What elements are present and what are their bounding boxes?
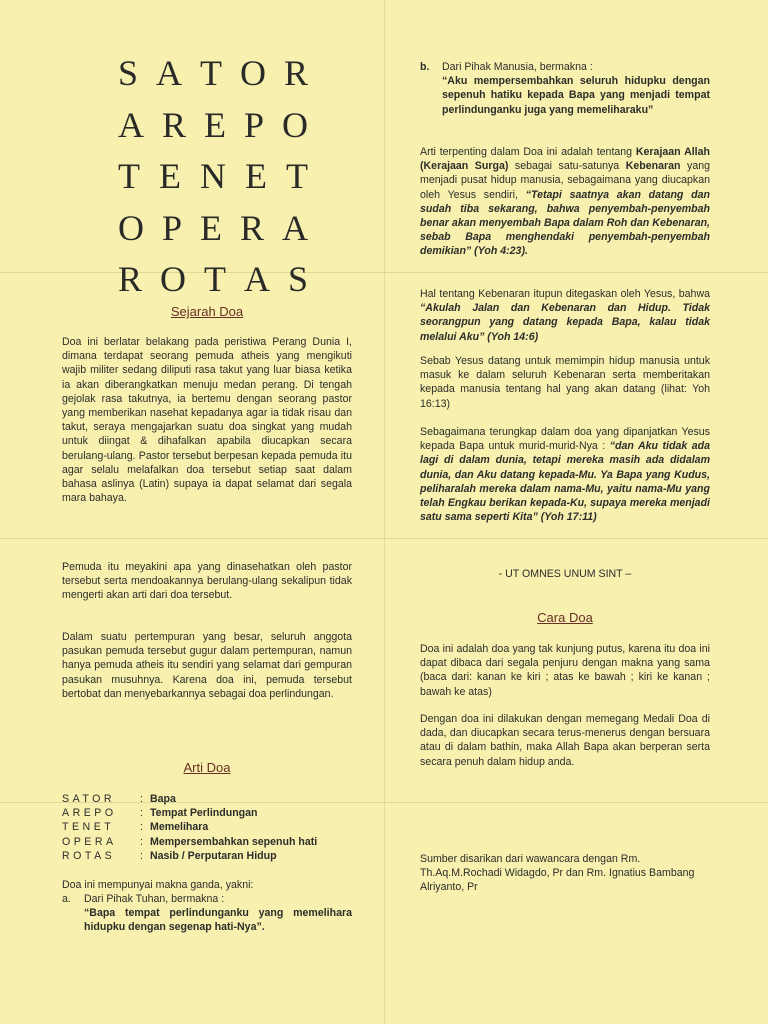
meaning-row	[62, 835, 362, 849]
sator-square	[118, 48, 308, 306]
meaning-sep: :	[140, 821, 143, 834]
square-letter: R	[283, 53, 308, 93]
double-meaning-intro: Doa ini mempunyai makna ganda, yakni:	[62, 879, 254, 891]
scripture-quote: “Tetapi saatnya akan datang dan sudah tiba sekarang, bahwa penyembah-penyembah benar akan menyembah Bapa dalam Roh dan Kebenaran, sebab Bapa menghendaki penyembah-penyembah demikian” (Yoh 4:23).	[420, 188, 710, 258]
square-letter: E	[203, 104, 226, 145]
meaning-b	[420, 60, 710, 117]
cara-doa-paragraph-2: Dengan doa ini dilakukan dengan memegang Medali Doa di dada, dan diucapkan secara terus-menerus dengan bersuara atau di dalam bathin, maka Allah Bapa akan berperan serta secara penuh dalam hidup anda.	[420, 713, 710, 768]
meaning-row	[62, 849, 362, 863]
meaning-word: AREPO	[62, 807, 117, 820]
square-letter: P	[161, 207, 183, 248]
square-letter: T	[286, 156, 308, 196]
fold-line	[384, 0, 385, 1024]
square-letter: O	[118, 207, 144, 248]
meaning-a-text: Dari Pihak Tuhan, bermakna :	[84, 893, 225, 905]
meaning-row	[62, 820, 362, 834]
meaning-b-line	[420, 60, 710, 74]
square-letter: A	[118, 104, 144, 145]
cara-doa-paragraph-1: Doa ini adalah doa yang tak kunjung putus, karena itu doa ini dapat dibaca dari segala penjuru dengan makna yang sama (baca dari: kanan ke kiri ; atas ke bawah ; kiri ke kanan ; bawah ke atas)	[420, 643, 710, 698]
sejarah-paragraph-2: Pemuda itu meyakini apa yang dinasehatkan oleh pastor tersebut serta mendoakannya berulang-ulang sekalipun tidak mengerti akan arti dari doa tersebut.	[62, 561, 352, 602]
source-note: Sumber disarikan dari wawancara dengan Rm. Th.Aq.M.Rochadi Widagdo, Pr dan Rm. Ignatius Bambang Alriyanto, Pr	[420, 853, 695, 894]
scripture-quote: “dan Aku tidak ada lagi di dalam dunia, tetapi mereka masih ada didalam dunia, dan Aku datang kepada-Mu. Ya Bapa yang Kudus, peliharalah mereka dalam nama-Mu, yaitu nama-Mu yang telah Engkau berikan kepada-Ku, supaya mereka menjadi satu sama seperti Kita” (Yoh 17:11)	[420, 440, 710, 524]
square-letter: S	[287, 259, 308, 299]
cara-doa-heading: Cara Doa	[537, 610, 593, 625]
meaning-sep: :	[140, 849, 143, 862]
arti-terpenting-paragraph	[420, 145, 710, 259]
meaning-a-line	[62, 892, 352, 906]
motto: - UT OMNES UNUM SINT –	[498, 568, 632, 580]
square-letter: A	[281, 207, 308, 248]
square-letter: O	[281, 104, 308, 145]
square-letter: T	[203, 259, 226, 299]
square-letter: O	[160, 259, 186, 299]
meaning-sep: :	[140, 807, 143, 820]
square-letter: A	[243, 259, 270, 299]
meaning-b-quote: “Aku mempersembahkan seluruh hidupku dengan sepenuh hatiku kepada Bapa yang menjadi tempat perlindunganku juga yang memeliharaku”	[442, 75, 710, 116]
square-letter: E	[245, 156, 267, 196]
kerajaan-allah-text: Kerajaan Allah (Kerajaan Surga)	[420, 146, 710, 173]
meaning-text: Nasib / Perputaran Hidup	[150, 849, 277, 862]
meaning-list	[62, 792, 362, 863]
meaning-word: TENET	[62, 821, 115, 834]
text-run: Sebagaimana terungkap dalam doa yang dipanjatkan Yesus kepada Bapa untuk murid-murid-Nya :	[420, 426, 710, 453]
square-letter: R	[239, 207, 264, 248]
square-letter: A	[156, 53, 183, 93]
meaning-text: Memelihara	[150, 821, 209, 834]
text-run: Hal tentang Kebenaran itupun ditegaskan oleh Yesus, bahwa	[420, 288, 710, 300]
meaning-b-text: Dari Pihak Manusia, bermakna :	[442, 61, 593, 73]
sejarah-heading: Sejarah Doa	[170, 304, 244, 319]
text-run: Arti terpenting dalam Doa ini adalah tentang	[420, 146, 636, 158]
meaning-row	[62, 806, 362, 820]
sejarah-paragraph-1: Doa ini berlatar belakang pada peristiwa Perang Dunia I, dimana terdapat seorang pemuda atheis yang mengikuti wajib militer sedang diliputi rasa takut yang luar biasa ketika ia akan diberangkatkan menuju medan perang. Di tengah gejolak rasa takutnya, ia bertemu dengan seorang pastor yang memberikan nasehat kepadanya agar ia tidak risau dan takut, seraya mengajarkan suatu doa singkat yang mudah untuk diingat & dihafalkan apabila diucapkan secara berulang-ulang. Pastor tersebut berpesan kepada pemuda itu agar selalu melafalkan doa tersebut setiap saat dalam bahasa aslinya (Latin) supaya ia dapat selamat dari segala mara bahaya.	[62, 336, 352, 505]
text-run: sebagai satu-satunya	[508, 160, 626, 173]
square-letter: R	[161, 104, 186, 145]
meaning-word: ROTAS	[62, 849, 116, 862]
meaning-text: Bapa	[150, 793, 176, 805]
meaning-a-quote: “Bapa tempat perlindunganku yang memelihara hidupku dengan segenap hati-Nya”.	[84, 907, 352, 934]
meaning-sep: :	[140, 835, 143, 848]
meaning-b-label: b.	[420, 61, 430, 73]
meaning-text: Tempat Perlindungan	[150, 807, 258, 820]
square-letter: T	[118, 156, 140, 196]
square-letter: R	[118, 259, 143, 299]
square-row	[118, 151, 308, 203]
kebenaran-paragraph	[420, 287, 710, 344]
square-row	[118, 254, 308, 306]
kebenaran-text: Kebenaran	[625, 160, 681, 173]
meaning-a-label: a.	[62, 893, 71, 905]
meaning-text: Mempersembahkan sepenuh hati	[150, 835, 318, 848]
doa-yesus-paragraph	[420, 425, 710, 524]
square-letter: T	[200, 53, 222, 93]
square-row	[118, 100, 308, 152]
square-letter: N	[200, 156, 226, 196]
sebab-yesus-paragraph: Sebab Yesus datang untuk memimpin hidup manusia untuk masuk ke dalam seluruh Kebenaran serta memberitakan kepada manusia tentang hal yang akan datang (lihat: Yoh 16:13)	[420, 355, 710, 410]
sejarah-paragraph-3: Dalam suatu pertempuran yang besar, seluruh anggota pasukan pemuda tersebut gugur dalam pertempuran, namun hanya pemuda atheis itu sendiri yang selamat dari gempuran pasukan musuhnya. Karena doa ini, pemuda tersebut bertobat dan menyebarkannya sebagai doa perlindungan.	[62, 631, 352, 700]
square-letter: P	[243, 104, 264, 145]
arti-heading: Arti Doa	[183, 760, 231, 775]
meaning-row	[62, 792, 362, 806]
meaning-word: SATOR	[62, 793, 116, 805]
square-letter: E	[200, 207, 222, 248]
square-letter: O	[239, 53, 266, 93]
text-run: yang menjadi pusat hidup manusia, sebagaimana yang diucapkan oleh Yesus sendiri,	[420, 160, 710, 201]
meaning-word: OPERA	[62, 835, 117, 848]
square-letter: S	[118, 53, 139, 93]
square-letter: E	[159, 156, 181, 196]
square-row	[118, 48, 308, 100]
meaning-a	[62, 892, 352, 935]
square-row	[118, 203, 308, 255]
scripture-quote: “Akulah Jalan dan Kebenaran dan Hidup. Tidak seorangpun yang datang kepada Bapa, kalau tidak melalui Aku” (Yoh 14:6)	[420, 302, 710, 343]
meaning-sep: :	[140, 793, 143, 805]
